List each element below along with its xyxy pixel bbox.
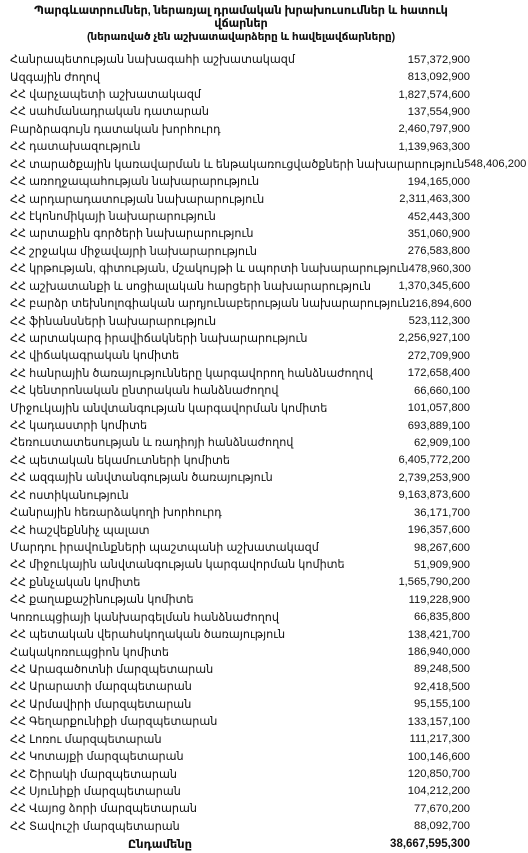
row-value: 478,960,300	[408, 262, 471, 275]
table-row	[10, 469, 472, 486]
row-value: 66,835,800	[414, 611, 470, 624]
row-name: ՀՀ սահմանադրական դատարան	[10, 106, 209, 119]
row-name: ՀՀ քննչական կոմիտե	[10, 576, 141, 589]
row-name: Ազգային ժողով	[10, 71, 100, 84]
row-value: 101,057,800	[407, 402, 470, 415]
table-row	[10, 138, 472, 155]
table-row	[10, 365, 472, 382]
row-value: 119,228,900	[408, 593, 470, 606]
row-value: 92,418,500	[414, 680, 470, 693]
row-name: ՀՀ Արարատի մարզպետարան	[10, 681, 192, 694]
table-row	[10, 434, 472, 451]
row-value: 98,267,600	[414, 541, 470, 554]
row-value: 2,460,797,900	[398, 123, 470, 136]
row-name: ՀՀ հանրային ծառայությունները կարգավորող հանձնաժողով	[10, 367, 373, 380]
row-value: 36,171,700	[414, 506, 470, 519]
row-name: ՀՀ պետական եկամուտների կոմիտե	[10, 454, 230, 467]
table-row	[10, 86, 472, 103]
table-row	[10, 452, 472, 469]
table-row	[10, 643, 472, 660]
row-name: ՀՀ Շիրակի մարզպետարան	[10, 768, 178, 781]
row-value: 100,146,600	[407, 750, 470, 763]
table-row	[10, 190, 472, 207]
table-row	[10, 399, 472, 416]
row-name: Մարդու իրավունքների պաշտպանի աշխատակազմ	[10, 542, 319, 555]
row-name: ՀՀ Գեղարքունիքի մարզպետարան	[10, 716, 218, 729]
row-value: 104,212,200	[407, 785, 470, 798]
row-name: ՀՀ կրթության, գիտության, մշակույթի և սպորտի նախարարություն	[10, 263, 409, 276]
row-value: 452,443,300	[407, 210, 470, 223]
table-row	[10, 661, 472, 678]
row-name: ՀՀ միջուկային անվտանգության կարգավորման կոմիտե	[10, 559, 345, 572]
row-name: Հակակոռուպցիոն կոմիտե	[10, 646, 169, 659]
row-name: ՀՀ արտաքին գործերի նախարարություն	[10, 228, 254, 241]
table-row	[10, 260, 472, 277]
document-subtitle: (ներառված չեն աշխատավարձերը և հավելավճարները)	[86, 31, 396, 43]
row-value: 88,092,700	[414, 820, 470, 833]
row-name: Հեռուստատեսության և ռադիոյի հանձնաժողով	[10, 437, 294, 450]
table-row	[10, 818, 472, 835]
row-name: Բարձրագույն դատական խորհուրդ	[10, 123, 221, 136]
row-name: ՀՀ Լոռու մարզպետարան	[10, 733, 162, 746]
table-row	[10, 243, 472, 260]
row-value: 111,217,300	[409, 733, 470, 746]
row-name: ՀՀ շրջակա միջավայրի նախարարություն	[10, 245, 257, 258]
row-name: ՀՀ բարձր տեխնոլոգիական արդյունաբերության նախարարություն	[10, 298, 410, 311]
row-value: 66,660,100	[414, 384, 470, 397]
row-name: ՀՀ էկոնոմիկայի նախարարություն	[10, 211, 216, 223]
row-name: ՀՀ կենտրոնական ընտրական հանձնաժողով	[10, 385, 279, 398]
row-name: ՀՀ պետական վերահսկողական ծառայություն	[10, 629, 286, 642]
row-name: ՀՀ ազգային անվտանգության ծառայություն	[10, 472, 273, 485]
table-row	[10, 487, 472, 504]
table-row	[10, 103, 472, 120]
table-row	[10, 504, 472, 521]
table-row	[10, 539, 472, 556]
row-value: 1,827,574,600	[398, 88, 470, 101]
row-value: 523,112,300	[408, 315, 470, 328]
row-name: ՀՀ քաղաքաշինության կոմիտե	[10, 594, 194, 607]
table-row	[10, 295, 472, 312]
table-row	[10, 678, 472, 695]
row-name: Հանրապետության նախագահի աշխատակազմ	[10, 54, 295, 67]
row-name: ՀՀ Վայոց ձորի մարզպետարան	[10, 803, 197, 816]
row-value: 138,421,700	[407, 628, 470, 641]
row-value: 2,256,927,100	[398, 332, 470, 345]
row-value: 1,370,345,600	[398, 280, 470, 293]
table-row	[10, 765, 472, 782]
row-name: Հանրային հեռարձակողի խորհուրդ	[10, 507, 222, 520]
row-name: ՀՀ ոստիկանություն	[10, 489, 129, 502]
row-value: 77,670,200	[414, 802, 470, 815]
table-row	[10, 173, 472, 190]
table-row	[10, 783, 472, 800]
row-value: 9,163,873,600	[398, 489, 470, 502]
row-value: 2,311,463,300	[399, 193, 470, 206]
table-row	[10, 521, 472, 538]
row-name: ՀՀ դատախազություն	[10, 141, 141, 154]
total-row	[10, 835, 472, 853]
row-value: 157,372,900	[407, 53, 470, 66]
table-row	[10, 696, 472, 713]
row-value: 2,739,253,900	[398, 471, 470, 484]
table-row	[10, 382, 472, 399]
row-value: 351,060,900	[407, 227, 470, 240]
row-name: ՀՀ Սյունիքի մարզպետարան	[10, 785, 181, 798]
row-value: 62,909,100	[414, 436, 470, 449]
table-row	[10, 713, 472, 730]
row-name: Կոռուպցիայի կանխարգելման հանձնաժողով	[10, 611, 279, 624]
row-name: ՀՀ տարածքային կառավարման և ենթակառուցվածքների նախարարություն	[10, 158, 465, 171]
table-row	[10, 591, 472, 608]
row-value: 120,850,700	[407, 768, 470, 780]
table-row	[10, 347, 472, 364]
row-name: ՀՀ կադաստրի կոմիտե	[10, 420, 148, 433]
row-value: 89,248,500	[414, 663, 470, 676]
document-title: Պարգևատրումներ, ներառյալ դրամական խրախուսումներ և հատուկ վճարներ	[34, 5, 448, 30]
table-row	[10, 312, 472, 329]
table-row	[10, 225, 472, 242]
table-row	[10, 730, 472, 747]
row-name: ՀՀ աշխատանքի և սոցիալական հարցերի նախարարություն	[10, 280, 371, 293]
table-row	[10, 156, 527, 173]
row-value: 133,157,100	[407, 715, 470, 728]
row-value: 137,554,900	[407, 105, 470, 118]
row-name: ՀՀ հաշվեքննիչ պալատ	[10, 524, 150, 537]
table-row	[10, 277, 472, 294]
row-name: ՀՀ վարչապետի աշխատակազմ	[10, 89, 202, 102]
total-value: 38,667,595,300	[390, 837, 470, 850]
table-row	[10, 748, 472, 765]
table-row	[10, 208, 472, 225]
row-name: Միջուկային անվտանգության կարգավորման կոմիտե	[10, 402, 328, 415]
row-name: ՀՀ արդարադատության նախարարություն	[10, 193, 265, 206]
table-row	[10, 556, 472, 573]
table-row	[10, 330, 472, 347]
table-row	[10, 626, 472, 643]
row-value: 548,406,200	[464, 158, 527, 171]
awards-table	[10, 51, 527, 835]
row-value: 51,909,900	[414, 558, 470, 571]
table-row	[10, 609, 472, 626]
row-value: 1,139,963,300	[398, 140, 470, 153]
row-value: 272,709,900	[407, 349, 470, 362]
table-row	[10, 417, 472, 434]
row-name: ՀՀ ֆինանսների նախարարություն	[10, 315, 217, 328]
row-value: 194,165,000	[407, 175, 470, 188]
table-row	[10, 68, 472, 85]
row-value: 276,583,800	[407, 245, 470, 258]
table-row	[10, 574, 472, 591]
row-name: ՀՀ Տավուշի մարզպետարան	[10, 820, 180, 833]
row-value: 813,092,900	[407, 71, 470, 84]
row-value: 216,894,600	[409, 297, 472, 310]
table-row	[10, 51, 472, 68]
row-name: ՀՀ առողջապահության նախարարություն	[10, 176, 260, 189]
total-label: Ընդամենը	[127, 838, 193, 851]
row-value: 196,357,600	[407, 524, 470, 537]
row-name: ՀՀ արտակարգ իրավիճակների նախարարություն	[10, 332, 308, 345]
row-value: 1,565,790,200	[398, 576, 470, 589]
table-row	[10, 800, 472, 817]
row-value: 172,658,400	[407, 367, 470, 380]
row-value: 6,405,772,200	[398, 454, 470, 467]
row-name: ՀՀ Արմավիրի մարզպետարան	[10, 698, 192, 711]
table-row	[10, 121, 472, 138]
row-name: ՀՀ վիճակագրական կոմիտե	[10, 350, 180, 363]
row-name: ՀՀ Արագածոտնի մարզպետարան	[10, 663, 214, 676]
row-name: ՀՀ Կոտայքի մարզպետարան	[10, 751, 184, 764]
row-value: 95,155,100	[414, 698, 470, 711]
row-value: 186,940,000	[407, 646, 470, 659]
row-value: 693,889,100	[407, 419, 470, 432]
